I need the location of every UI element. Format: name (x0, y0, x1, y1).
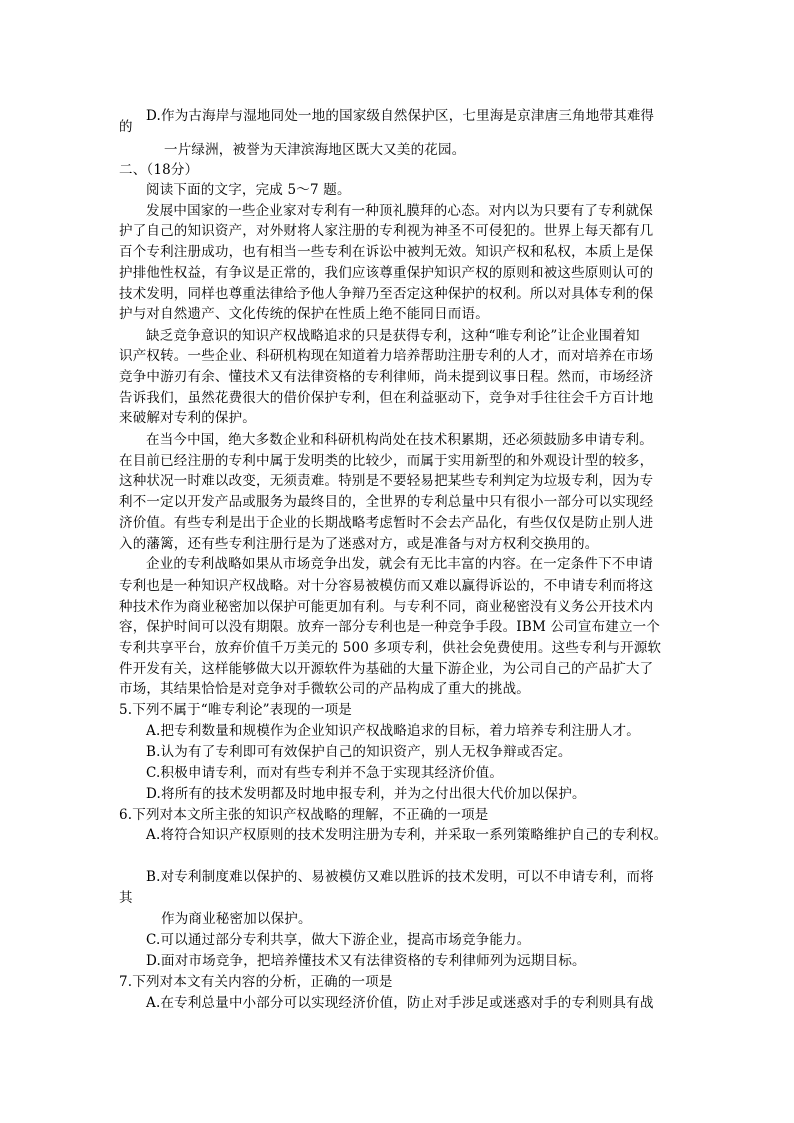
answer-option: D.面对市场竞争，把培养懂技术又有法律资格的专利律师列为远期目标。 (146, 953, 586, 969)
text-line: 市场，其结果恰恰是对竞争对手微软公司的产品构成了重大的挑战。 (119, 681, 530, 697)
text-line: 利不一定以开发产品或服务为最终目的，全世界的专利总量中只有很小一部分可以实现经 (119, 494, 654, 510)
text-line: 缺乏竞争意识的知识产权战略追求的只是获得专利，这种“唯专利论”让企业围着知 (146, 328, 640, 344)
answer-option: A.在专利总量中小部分可以实现经济价值，防止对手涉足或迷惑对手的专利则具有战 (146, 995, 654, 1011)
question-stem: 6.下列对本文所主张的知识产权战略的理解，不正确的一项是 (119, 807, 489, 823)
text-line: 在目前已经注册的专利中属于发明类的比较少，而属于实用新型的和外观设计型的较多， (119, 453, 654, 469)
text-line: 专利也是一种知识产权战略。对十分容易被模仿而又难以赢得诉讼的，不申请专利而将这 (119, 578, 654, 594)
text-line: 一片绿洲，被誉为天津滨海地区既大又美的花园。 (164, 142, 466, 158)
answer-option: A.把专利数量和规模作为企业知识产权战略追求的目标，着力培养专利注册人才。 (146, 723, 640, 739)
text-line: 发展中国家的一些企业家对专利有一种顶礼膜拜的心态。对内以为只要有了专利就保 (146, 203, 653, 219)
question-stem: 5.下列不属于“唯专利论”表现的一项是 (119, 702, 352, 718)
text-line: 护与对自然遗产、文化传统的保护在性质上绝不能同日而语。 (119, 306, 489, 322)
text-line: 作为商业秘密加以保护。 (161, 911, 312, 927)
text-line: 的 (119, 119, 133, 135)
question-stem: 7.下列对本文有关内容的分析，正确的一项是 (119, 974, 393, 990)
text-line: 竞争中游刃有余、懂技术又有法律资格的专利律师，尚未提到议事日程。然而，市场经济 (119, 369, 654, 385)
text-line: 件开发有关，这样能够做大以开源软件为基础的大量下游企业，为公司自己的产品扩大了 (119, 661, 654, 677)
text-line: 入的藩篱，还有些专利注册行是为了迷惑对方，或是准备与对方权利交换用的。 (119, 536, 599, 552)
text-line: 护了自己的知识资产，对外财将人家注册的专利视为神圣不可侵犯的。世界上每天都有几 (119, 223, 654, 239)
text-line: D.作为古海岸与湿地同处一地的国家级自然保护区，七里海是京津唐三角地带其难得 (146, 108, 655, 124)
text-line: 识产权转。一些企业、科研机构现在知道着力培养帮助注册专利的人才，而对培养在市场 (119, 348, 654, 364)
text-line: 在当今中国，绝大多数企业和科研机构尚处在技术积累期，还必须鼓励多申请专利。 (146, 432, 653, 448)
answer-option: A.将符合知识产权原则的技术发明注册为专利，并采取一系列策略维护自己的专利权。 (146, 827, 668, 843)
answer-option: D.将所有的技术发明都及时地申报专利，并为之付出很大代价加以保护。 (146, 786, 586, 802)
text-line: 其 (119, 890, 133, 906)
text-line: 护排他性权益，有争议是正常的，我们应该尊重保护知识产权的原则和被这些原则认可的 (119, 265, 654, 281)
text-line: 济价值。有些专利是出于企业的长期战略考虑暂时不会去产品化，有些仅仅是防止别人进 (119, 515, 654, 531)
text-line: 来破解对专利的保护。 (119, 410, 256, 426)
text-line: 技术发明，同样也尊重法律给予他人争辩乃至否定这种保护的权利。所以对具体专利的保 (119, 286, 654, 302)
text-line: 容，保护时间可以没有期限。放弃一部分专利也是一种竞争手段。IBM 公司宣布建立一个 (119, 619, 661, 635)
text-line: 阅读下面的文字，完成 5～7 题。 (146, 182, 351, 198)
text-line: 这种状况一时难以改变，无须责难。特别是不要轻易把某些专利判定为垃圾专利，因为专 (119, 473, 654, 489)
answer-option: C.积极申请专利，而对有些专利并不急于实现其经济价值。 (146, 765, 504, 781)
answer-option: B.对专利制度难以保护的、易被模仿又难以胜诉的技术发明，可以不申请专利，而将 (146, 869, 654, 885)
text-line: 种技术作为商业秘密加以保护可能更加有利。与专利不同，商业秘密没有义务公开技术内 (119, 599, 654, 615)
section-heading: 二、（18分） (119, 162, 199, 178)
text-line: 百个专利注册成功，也有相当一些专利在诉讼中被判无效。知识产权和私权，本质上是保 (119, 244, 654, 260)
text-line: 企业的专利战略如果从市场竞争出发，就会有无比丰富的内容。在一定条件下不申请 (146, 556, 653, 572)
text-line: 专利共享平台，放弃价值千万美元的 500 多项专利，供社会免费使用。这些专利与开源软 (119, 640, 662, 656)
text-line: 告诉我们，虽然花费很大的借价保护专利，但在利益驱动下，竞争对手往往会千方百计地 (119, 390, 654, 406)
answer-option: B.认为有了专利即可有效保护自己的知识资产，别人无权争辩或否定。 (146, 744, 572, 760)
answer-option: C.可以通过部分专利共享，做大下游企业，提高市场竞争能力。 (146, 932, 531, 948)
